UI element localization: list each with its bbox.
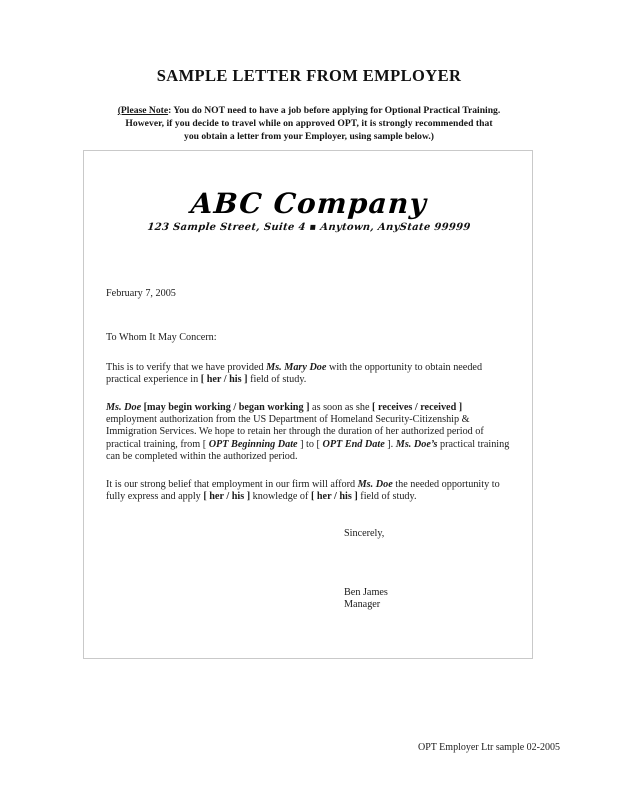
please-note-line-2: However, if you decide to travel while on approved OPT, it is strongly recommended that (125, 118, 493, 130)
p2-employee-name-possessive: Ms. Doe’s (395, 438, 438, 450)
signer-name: Ben James (344, 586, 388, 598)
p2-employee-name: Ms. Doe (106, 401, 142, 413)
p2-receives-bracket: [ receives / received ] (372, 401, 463, 413)
p2-opt-end-date: OPT End Date (322, 438, 385, 450)
please-note-line-1-rest: : You do NOT need to have a job before applying for Optional Practical Training. (168, 105, 501, 116)
p1-seg-1: This is to verify that we have provided (106, 361, 267, 373)
p3-seg-1: It is our strong belief that employment in our firm will afford (106, 478, 358, 490)
letter-box (83, 150, 533, 659)
p2-seg-2: employment authorization from the US Department of Homeland Security-Citizenship & Immigration Services. We hope to retain her through the duration of her authorized period of practical training, from [ (106, 414, 484, 450)
p1-seg-3: field of study. (247, 374, 307, 386)
p1-pronoun-bracket: [ her / his ] (200, 374, 248, 386)
letter-salutation: To Whom It May Concern: (106, 332, 217, 344)
letter-closing: Sincerely, (344, 528, 385, 540)
letter-paragraph-1 (106, 362, 514, 387)
p3-seg-4: field of study. (357, 491, 417, 503)
letter-date: February 7, 2005 (106, 288, 176, 299)
please-note-line-1 (88, 104, 530, 117)
p2-working-bracket: [may begin working / began working ] (141, 401, 310, 413)
p1-seg-2: with the opportunity to obtain needed practical experience in (106, 361, 483, 386)
please-note-line-3: you obtain a letter from your Employer, using sample below.) (184, 131, 434, 143)
letter-paragraph-3 (106, 479, 514, 504)
signature-block (106, 587, 514, 612)
p3-employee-name: Ms. Doe (357, 478, 393, 490)
p2-seg-4: ]. (384, 438, 396, 450)
p1-employee-name: Ms. Mary Doe (266, 361, 327, 373)
p2-seg-5: practical training can be completed within the authorized period. (106, 438, 510, 463)
p2-seg-1: as soon as she (309, 401, 373, 413)
p2-opt-begin-date: OPT Beginning Date (208, 438, 298, 450)
company-address: 123 Sample Street, Suite 4 ▪ Anytown, AnyState 99999 (146, 222, 472, 234)
company-name: ABC Company (189, 187, 429, 220)
letterhead (84, 189, 534, 233)
page-title: SAMPLE LETTER FROM EMPLOYER (156, 66, 462, 85)
p3-seg-2: the needed opportunity to fully express and apply (106, 478, 500, 503)
p2-seg-3: ] to [ (297, 438, 323, 450)
please-note-block (88, 104, 530, 144)
letter-paragraph-2 (106, 402, 514, 464)
p3-pronoun-bracket-1: [ her / his ] (203, 491, 251, 503)
please-note-label: (Please Note (117, 105, 169, 116)
p3-pronoun-bracket-2: [ her / his ] (310, 491, 358, 503)
letter-body (106, 288, 514, 612)
document-footer: OPT Employer Ltr sample 02-2005 (417, 742, 560, 753)
p3-seg-3: knowledge of (250, 491, 311, 503)
signer-title: Manager (344, 599, 381, 611)
